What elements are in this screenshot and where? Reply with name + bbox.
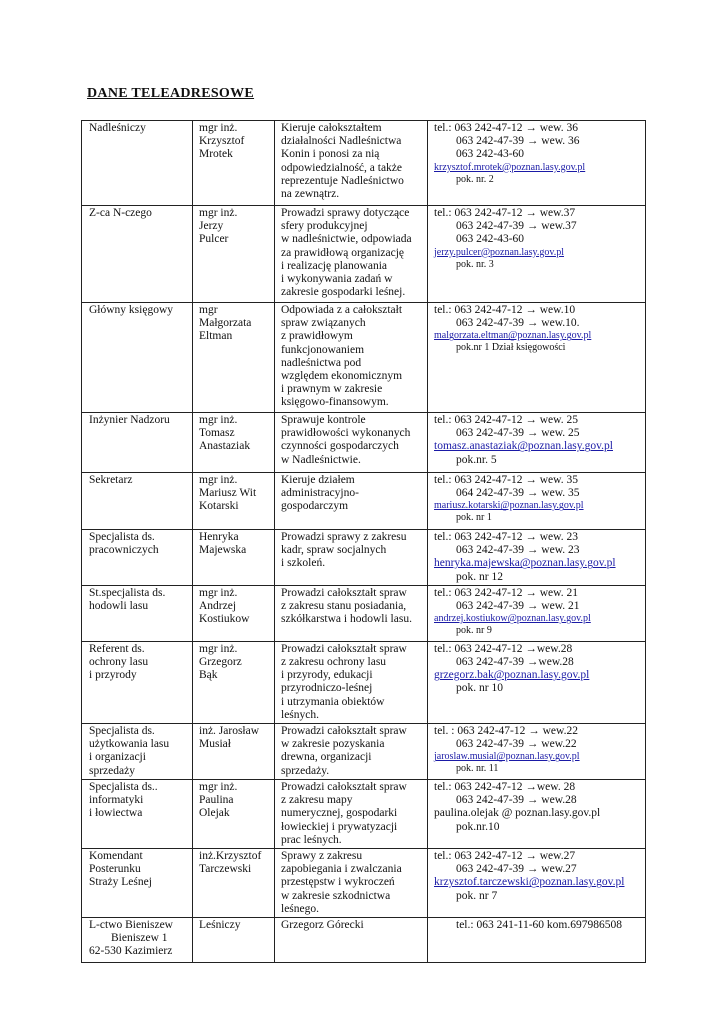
phone-text: tel.: 063 242-47-12 → wew. 21 bbox=[434, 586, 578, 599]
table-row bbox=[82, 473, 646, 530]
duties-text: księgowo-finansowym. bbox=[281, 396, 389, 409]
contact-cell bbox=[428, 303, 646, 413]
room-text: pok.nr. 5 bbox=[456, 453, 497, 466]
position-text: Specjalista ds. bbox=[89, 725, 155, 738]
position-text: pracowniczych bbox=[89, 544, 159, 557]
position-text: 62-530 Kazimierz bbox=[89, 945, 173, 958]
phone-text: tel.: 063 242-47-12 → wew. 36 bbox=[434, 122, 578, 134]
duties-text: Konin i ponosi za nią bbox=[281, 148, 380, 161]
duties-text: Prowadzi sprawy z zakresu bbox=[281, 531, 407, 543]
contact-cell bbox=[428, 473, 646, 530]
duties-text: spraw związanych bbox=[281, 317, 366, 330]
duties-cell bbox=[275, 121, 428, 206]
person-cell bbox=[193, 780, 275, 849]
phone-text: tel.: 063 242-47-12 →wew. 28 bbox=[434, 781, 576, 794]
table-row bbox=[82, 585, 646, 641]
position-cell bbox=[82, 206, 193, 303]
duties-text: funkcjonowaniem bbox=[281, 343, 365, 356]
phone-text: 063 242-47-39 → wew. 36 bbox=[456, 135, 580, 148]
phone-text: tel.: 063 241-11-60 kom.697986508 bbox=[456, 919, 622, 932]
person-text: Krzysztof bbox=[199, 135, 245, 148]
duties-text: z zakresu stanu posiadania, bbox=[281, 600, 407, 613]
phone-text: 064 242-47-39 → wew. 35 bbox=[456, 487, 580, 500]
position-cell bbox=[82, 849, 193, 918]
person-text: Tarczewski bbox=[199, 863, 252, 876]
room-text: pok. nr 1 bbox=[456, 512, 492, 524]
person-cell bbox=[193, 585, 275, 641]
contact-cell bbox=[428, 849, 646, 918]
person-text: mgr inż. bbox=[199, 207, 238, 219]
duties-text: i realizację planowania bbox=[281, 259, 387, 272]
person-text: mgr inż. bbox=[199, 474, 238, 486]
person-text: Małgorzata bbox=[199, 317, 252, 330]
email-link[interactable]: krzysztof.mrotek@poznan.lasy.gov.pl bbox=[434, 161, 586, 173]
position-text: Specjalista ds. bbox=[89, 531, 155, 543]
position-cell bbox=[82, 641, 193, 723]
person-cell bbox=[193, 918, 275, 963]
contact-cell bbox=[428, 918, 646, 963]
duties-text: przyrodniczo-leśnej bbox=[281, 682, 373, 695]
person-text: Pulcer bbox=[199, 233, 229, 246]
person-text: mgr bbox=[199, 304, 218, 316]
person-text: Olejak bbox=[199, 807, 230, 820]
duties-text: reprezentuje Nadleśnictwo bbox=[281, 174, 404, 187]
position-text: i przyrody bbox=[89, 669, 137, 682]
person-text: mgr inż. bbox=[199, 642, 238, 655]
phone-text: tel.: 063 242-47-12 → wew. 35 bbox=[434, 474, 578, 486]
person-text: Eltman bbox=[199, 330, 233, 343]
person-cell bbox=[193, 206, 275, 303]
position-text: Inżynier Nadzoru bbox=[89, 414, 170, 426]
person-text: Jerzy bbox=[199, 220, 224, 233]
room-text: pok. nr 10 bbox=[456, 682, 503, 695]
duties-text: sfery produkcyjnej bbox=[281, 220, 368, 233]
person-cell bbox=[193, 849, 275, 918]
page-title: DANE TELEADRESOWE bbox=[87, 86, 255, 101]
duties-text: z zakresu mapy bbox=[281, 794, 353, 807]
duties-text: względem ekonomicznym bbox=[281, 370, 403, 383]
phone-text: tel.: 063 242-47-12 → wew.27 bbox=[434, 850, 576, 863]
duties-cell bbox=[275, 585, 428, 641]
duties-text: zakresie gospodarki leśnej. bbox=[281, 286, 406, 299]
position-text: Referent ds. bbox=[89, 642, 145, 655]
phone-text: tel.: 063 242-47-12 → wew. 23 bbox=[434, 531, 578, 543]
contact-cell bbox=[428, 585, 646, 641]
room-text: pok.nr 1 Dział księgowości bbox=[456, 342, 566, 354]
duties-text: Grzegorz Górecki bbox=[281, 919, 364, 932]
duties-text: leśnych. bbox=[281, 708, 320, 721]
duties-text: Kieruje całokształtem bbox=[281, 122, 382, 134]
duties-text: Prowadzi całokształt spraw bbox=[281, 781, 407, 794]
phone-text: 063 242-47-39 →wew.28 bbox=[456, 656, 574, 669]
duties-text: i szkoleń. bbox=[281, 557, 326, 570]
person-cell bbox=[193, 413, 275, 473]
position-cell bbox=[82, 530, 193, 586]
duties-text: z prawidłowym bbox=[281, 330, 353, 343]
duties-text: administracyjno- bbox=[281, 487, 359, 500]
position-cell bbox=[82, 413, 193, 473]
duties-text: kadr, spraw socjalnych bbox=[281, 544, 387, 557]
duties-text: Prowadzi sprawy dotyczące bbox=[281, 207, 410, 219]
duties-cell bbox=[275, 918, 428, 963]
email-link[interactable]: tomasz.anastaziak@poznan.lasy.gov.pl bbox=[434, 440, 613, 453]
contact-cell bbox=[428, 641, 646, 723]
duties-text: w nadleśnictwie, odpowiada bbox=[281, 233, 412, 246]
person-cell bbox=[193, 724, 275, 780]
position-text: ochrony lasu bbox=[89, 656, 149, 669]
duties-text: nadleśnictwa pod bbox=[281, 356, 362, 369]
phone-text: 063 242-47-39 → wew. 25 bbox=[456, 427, 580, 440]
duties-cell bbox=[275, 473, 428, 530]
email-link[interactable]: grzegorz.bak@poznan.lasy.gov.pl bbox=[434, 669, 590, 682]
phone-text: 063 242-47-39 → wew.22 bbox=[456, 738, 577, 751]
email-link[interactable]: krzysztof.tarczewski@poznan.lasy.gov.pl bbox=[434, 876, 625, 889]
position-text: L-ctwo Bieniszew bbox=[89, 919, 173, 932]
contact-cell bbox=[428, 206, 646, 303]
table-row bbox=[82, 849, 646, 918]
duties-text: przestępstw i wykroczeń bbox=[281, 876, 395, 889]
duties-text: Prowadzi całokształt spraw bbox=[281, 725, 407, 738]
phone-text: 063 242-47-39 → wew.27 bbox=[456, 863, 577, 876]
person-text: inż.Krzysztof bbox=[199, 850, 262, 863]
duties-cell bbox=[275, 641, 428, 723]
duties-text: i wykonywania zadań w bbox=[281, 273, 393, 286]
table-row bbox=[82, 413, 646, 473]
phone-text: 063 242-47-39 → wew.28 bbox=[456, 794, 577, 807]
duties-text: na zewnątrz. bbox=[281, 188, 340, 201]
contact-cell bbox=[428, 413, 646, 473]
position-text: i łowiectwa bbox=[89, 807, 143, 820]
duties-cell bbox=[275, 780, 428, 849]
person-text: mgr inż. bbox=[199, 414, 238, 426]
duties-text: w zakresie pozyskania bbox=[281, 738, 385, 751]
position-text: informatyki bbox=[89, 794, 144, 807]
duties-text: drewna, organizacji bbox=[281, 751, 372, 764]
room-text: pok. nr. 2 bbox=[456, 173, 494, 185]
person-text: Bąk bbox=[199, 669, 218, 682]
duties-text: i przyrody, edukacji bbox=[281, 669, 373, 682]
duties-text: za prawidłową organizację bbox=[281, 246, 405, 259]
duties-text: z zakresu ochrony lasu bbox=[281, 656, 387, 669]
position-cell bbox=[82, 303, 193, 413]
duties-text: gospodarczym bbox=[281, 500, 349, 513]
phone-text: 063 242-47-39 → wew.10. bbox=[456, 317, 580, 330]
duties-text: Odpowiada z a całokształt bbox=[281, 304, 403, 316]
table-row bbox=[82, 303, 646, 413]
room-text: pok.nr.10 bbox=[456, 820, 500, 833]
duties-text: Prowadzi całokształt spraw bbox=[281, 642, 407, 655]
duties-text: Sprawy z zakresu bbox=[281, 850, 363, 863]
person-text: mgr inż. bbox=[199, 781, 238, 794]
email-link[interactable]: henryka.majewska@poznan.lasy.gov.pl bbox=[434, 557, 616, 570]
duties-text: Sprawuje kontrole bbox=[281, 414, 366, 426]
person-cell bbox=[193, 121, 275, 206]
duties-cell bbox=[275, 530, 428, 586]
duties-text: Prowadzi całokształt spraw bbox=[281, 586, 407, 599]
phone-text: 063 242-47-39 → wew.37 bbox=[456, 220, 577, 233]
position-text: Z-ca N-czego bbox=[89, 207, 152, 219]
table-body bbox=[82, 121, 646, 963]
room-text: pok. nr 12 bbox=[456, 570, 503, 583]
table-row bbox=[82, 530, 646, 586]
position-cell bbox=[82, 121, 193, 206]
position-text: Komendant bbox=[89, 850, 143, 863]
room-text: pok. nr. 3 bbox=[456, 258, 494, 270]
duties-cell bbox=[275, 849, 428, 918]
position-text: Główny księgowy bbox=[89, 304, 174, 316]
person-text: Kostiukow bbox=[199, 613, 250, 626]
position-text: St.specjalista ds. bbox=[89, 586, 166, 599]
person-text: Mrotek bbox=[199, 148, 233, 161]
person-text: mgr inż. bbox=[199, 122, 238, 134]
phone-text: tel. : 063 242-47-12 → wew.22 bbox=[434, 725, 578, 738]
phone-text: tel.: 063 242-47-12 → wew.37 bbox=[434, 207, 576, 219]
position-cell bbox=[82, 918, 193, 963]
person-cell bbox=[193, 641, 275, 723]
phone-text: tel.: 063 242-47-12 → wew.10 bbox=[434, 304, 576, 316]
duties-text: numerycznej, gospodarki bbox=[281, 807, 398, 820]
phone-text: tel.: 063 242-47-12 → wew. 25 bbox=[434, 414, 578, 426]
position-text: Straży Leśnej bbox=[89, 876, 152, 889]
position-text: Nadleśniczy bbox=[89, 122, 146, 134]
duties-text: szkółkarstwa i hodowli lasu. bbox=[281, 613, 412, 626]
person-text: Leśniczy bbox=[199, 919, 241, 932]
position-text: Specjalista ds.. bbox=[89, 781, 158, 794]
table-row bbox=[82, 641, 646, 723]
table-row bbox=[82, 121, 646, 206]
person-cell bbox=[193, 473, 275, 530]
phone-text: 063 242-47-39 → wew. 23 bbox=[456, 544, 580, 557]
position-text: hodowli lasu bbox=[89, 600, 149, 613]
person-text: Mariusz Wit bbox=[199, 487, 257, 500]
email-link[interactable]: andrzej.kostiukow@poznan.lasy.gov.pl bbox=[434, 613, 591, 625]
phone-text: 063 242-43-60 bbox=[456, 148, 525, 161]
duties-text: i utrzymania obiektów bbox=[281, 695, 385, 708]
contact-cell bbox=[428, 530, 646, 586]
duties-text: prawidłowości wykonanych bbox=[281, 427, 411, 440]
duties-text: Kieruje działem bbox=[281, 474, 355, 486]
contact-cell bbox=[428, 780, 646, 849]
person-text: Andrzej bbox=[199, 600, 237, 613]
contact-cell bbox=[428, 121, 646, 206]
person-text: Tomasz bbox=[199, 427, 235, 440]
table-row bbox=[82, 206, 646, 303]
phone-text: 063 242-47-39 → wew. 21 bbox=[456, 600, 580, 613]
duties-text: działalności Nadleśnictwa bbox=[281, 135, 402, 148]
person-cell bbox=[193, 303, 275, 413]
room-text: pok. nr 7 bbox=[456, 889, 498, 902]
email-link[interactable]: jerzy.pulcer@poznan.lasy.gov.pl bbox=[434, 246, 564, 258]
email-link[interactable]: malgorzata.eltman@poznan.lasy.gov.pl bbox=[434, 330, 592, 342]
position-cell bbox=[82, 473, 193, 530]
duties-text: prac leśnych. bbox=[281, 833, 342, 846]
duties-text: leśnego. bbox=[281, 902, 320, 915]
room-text: pok. nr. 11 bbox=[456, 763, 499, 775]
duties-cell bbox=[275, 724, 428, 780]
email-link[interactable]: mariusz.kotarski@poznan.lasy.gov.pl bbox=[434, 500, 584, 512]
duties-text: czynności gospodarczych bbox=[281, 440, 399, 453]
duties-text: w zakresie szkodnictwa bbox=[281, 889, 391, 902]
person-text: Kotarski bbox=[199, 500, 239, 513]
position-text: Sekretarz bbox=[89, 474, 133, 486]
table-row bbox=[82, 918, 646, 963]
contact-cell bbox=[428, 724, 646, 780]
person-cell bbox=[193, 530, 275, 586]
position-text: użytkowania lasu bbox=[89, 738, 170, 751]
person-text: inż. Jarosław bbox=[199, 725, 260, 738]
position-text: Posterunku bbox=[89, 863, 141, 876]
duties-text: i prawnym w zakresie bbox=[281, 383, 383, 396]
contact-table bbox=[81, 120, 646, 963]
person-text: Anastaziak bbox=[199, 440, 251, 453]
person-text: Henryka bbox=[199, 531, 239, 543]
duties-cell bbox=[275, 413, 428, 473]
duties-text: w Nadleśnictwie. bbox=[281, 453, 361, 466]
person-text: mgr inż. bbox=[199, 586, 238, 599]
position-cell bbox=[82, 585, 193, 641]
table-row bbox=[82, 724, 646, 780]
duties-cell bbox=[275, 303, 428, 413]
phone-text: tel.: 063 242-47-12 →wew.28 bbox=[434, 642, 573, 655]
position-cell bbox=[82, 724, 193, 780]
person-text: Grzegorz bbox=[199, 656, 242, 669]
email-link[interactable]: jaroslaw.musial@poznan.lasy.gov.pl bbox=[434, 751, 580, 763]
email-link[interactable]: paulina.olejak @ poznan.lasy.gov.pl bbox=[434, 807, 601, 820]
room-text: pok. nr 9 bbox=[456, 625, 492, 637]
position-cell bbox=[82, 780, 193, 849]
person-text: Paulina bbox=[199, 794, 234, 807]
position-text: i organizacji bbox=[89, 751, 146, 764]
table-row bbox=[82, 780, 646, 849]
duties-text: sprzedaży. bbox=[281, 764, 330, 777]
person-text: Majewska bbox=[199, 544, 247, 557]
duties-text: zapobiegania i zwalczania bbox=[281, 863, 402, 876]
duties-text: łowieckiej i prywatyzacji bbox=[281, 820, 398, 833]
phone-text: 063 242-43-60 bbox=[456, 233, 525, 246]
position-text: sprzedaży bbox=[89, 764, 135, 777]
duties-text: odpowiedzialność, a także bbox=[281, 161, 403, 174]
position-text: Bieniszew 1 bbox=[111, 932, 168, 945]
duties-cell bbox=[275, 206, 428, 303]
person-text: Musiał bbox=[199, 738, 231, 751]
